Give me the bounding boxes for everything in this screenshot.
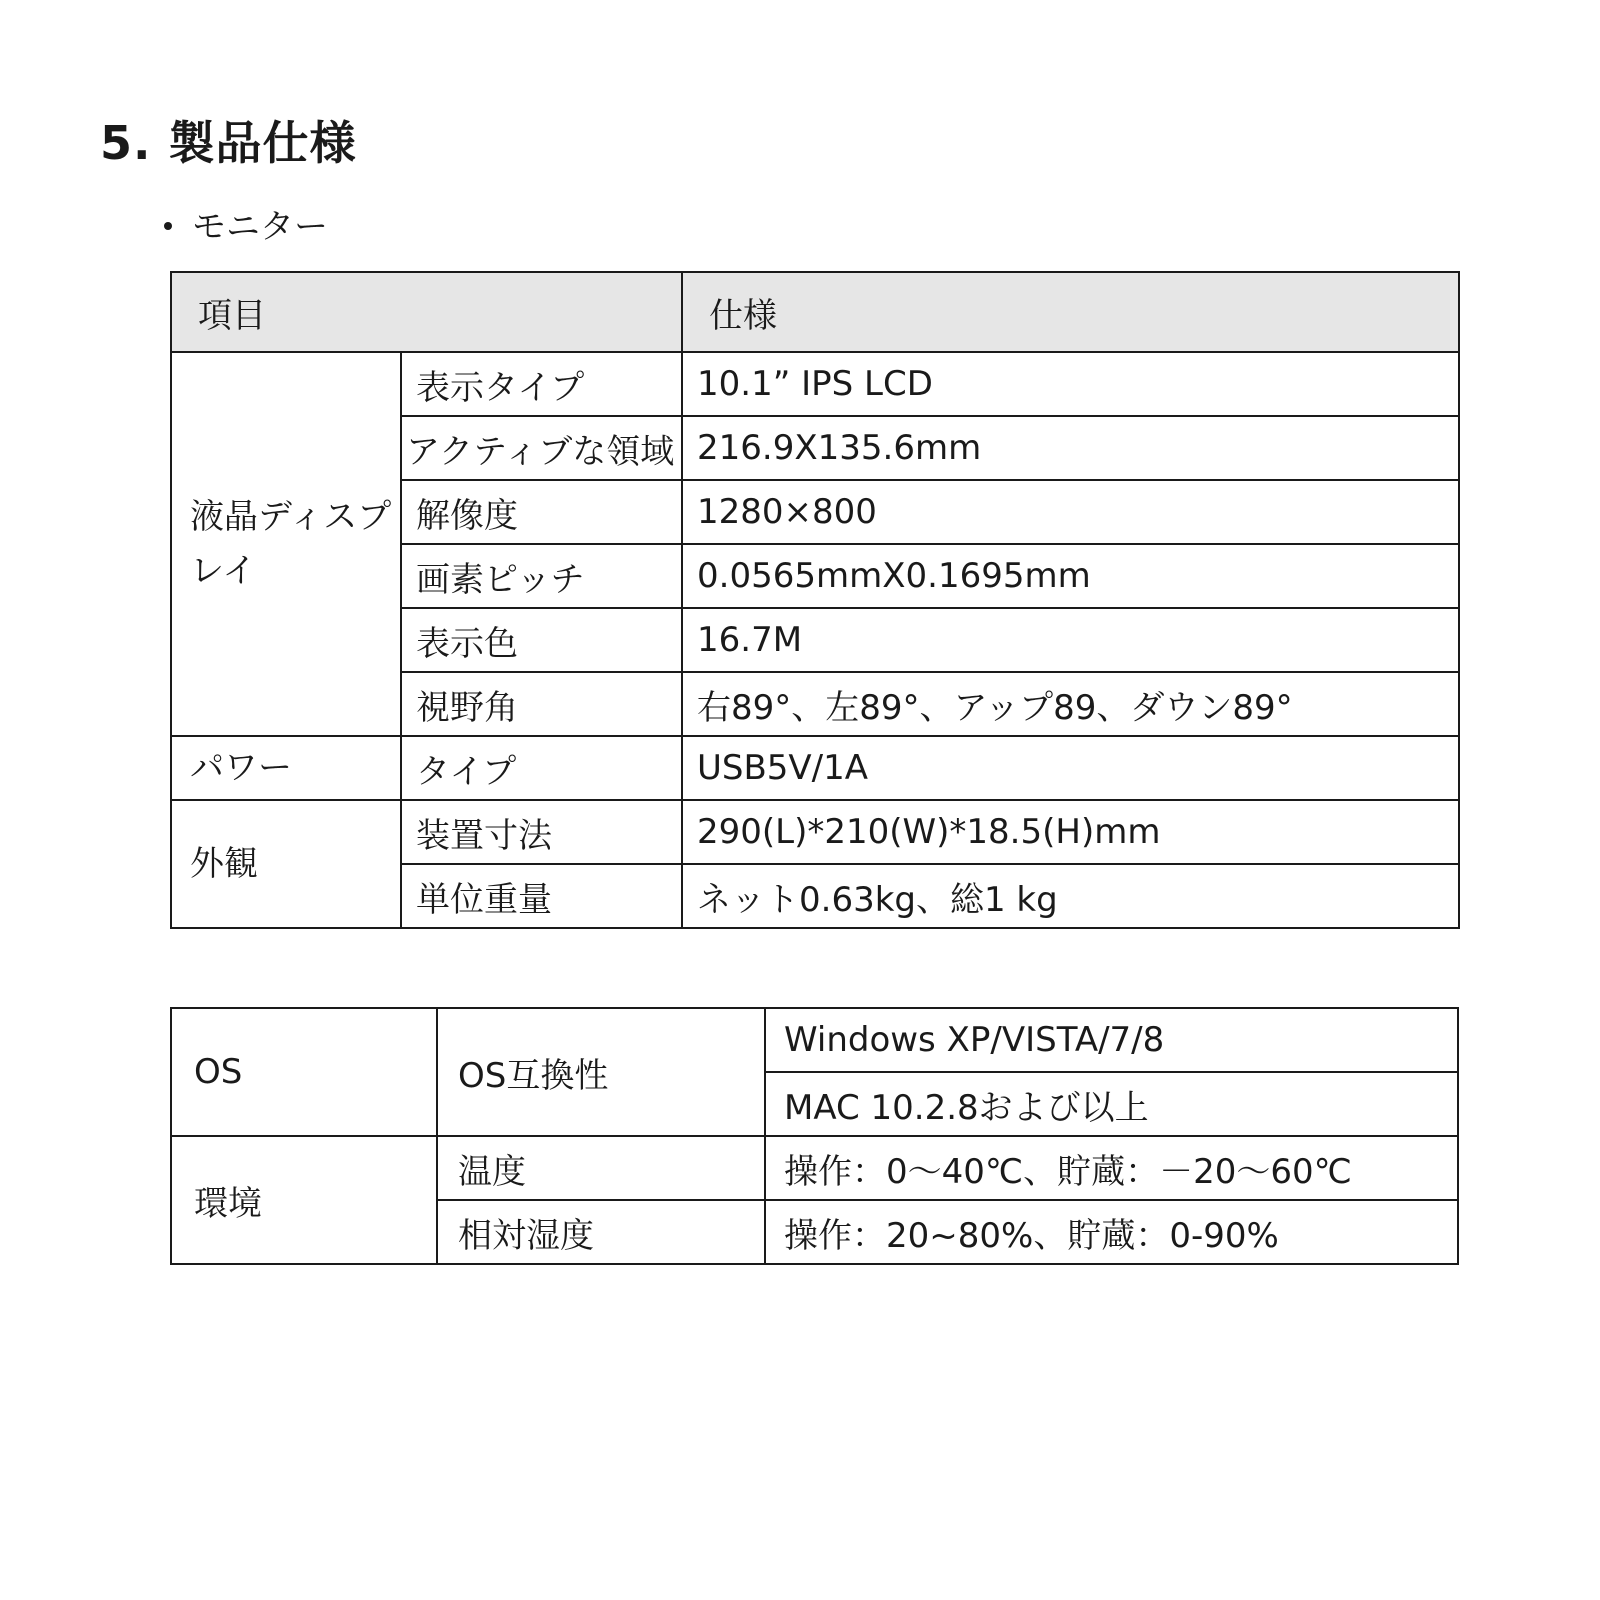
page-title: 5. 製品仕様 [100, 116, 357, 170]
item-cell: タイプ [401, 736, 682, 800]
item-cell: 温度 [437, 1136, 765, 1200]
header-spec: 仕様 [682, 272, 1459, 352]
section-heading-monitor [164, 203, 328, 251]
item-cell: 解像度 [401, 480, 682, 544]
table-row [171, 352, 1459, 416]
group-power: パワー [171, 736, 401, 800]
item-cell: 装置寸法 [401, 800, 682, 864]
header-item: 項目 [171, 272, 682, 352]
group-lcd: 液晶ディスプレイ [171, 352, 401, 736]
table-row [171, 1008, 1458, 1072]
value-cell: MAC 10.2.8および以上 [765, 1072, 1458, 1136]
item-cell: 表示色 [401, 608, 682, 672]
value-cell: 216.9X135.6mm [682, 416, 1459, 480]
item-cell: 視野角 [401, 672, 682, 736]
group-os: OS [171, 1008, 437, 1136]
item-cell: 単位重量 [401, 864, 682, 928]
bullet-icon [164, 222, 172, 230]
value-cell: 10.1” IPS LCD [682, 352, 1459, 416]
value-cell: ネット0.63kg、総1 kg [682, 864, 1459, 928]
value-cell: 操作：20~80%、貯蔵：0-90% [765, 1200, 1458, 1264]
value-cell: Windows XP/VISTA/7/8 [765, 1008, 1458, 1072]
group-environment: 環境 [171, 1136, 437, 1264]
group-appearance: 外観 [171, 800, 401, 928]
value-cell: 16.7M [682, 608, 1459, 672]
item-cell: 相対湿度 [437, 1200, 765, 1264]
item-cell: 表示タイプ [401, 352, 682, 416]
item-cell: アクティブな領域 [401, 416, 682, 480]
value-cell: 操作：0～40℃、貯蔵：－20～60℃ [765, 1136, 1458, 1200]
section-heading-label: モニター [192, 207, 328, 247]
value-cell: 0.0565mmX0.1695mm [682, 544, 1459, 608]
table-row [171, 1136, 1458, 1200]
value-cell: 右89°、左89°、アップ89、ダウン89° [682, 672, 1459, 736]
table-header-row [171, 272, 1459, 352]
table-row [171, 800, 1459, 864]
value-cell: USB5V/1A [682, 736, 1459, 800]
value-cell: 1280×800 [682, 480, 1459, 544]
item-cell: OS互換性 [437, 1008, 765, 1136]
table-row [171, 736, 1459, 800]
item-cell: 画素ピッチ [401, 544, 682, 608]
value-cell: 290(L)*210(W)*18.5(H)mm [682, 800, 1459, 864]
os-environment-table [170, 1007, 1459, 1265]
monitor-spec-table [170, 271, 1460, 929]
